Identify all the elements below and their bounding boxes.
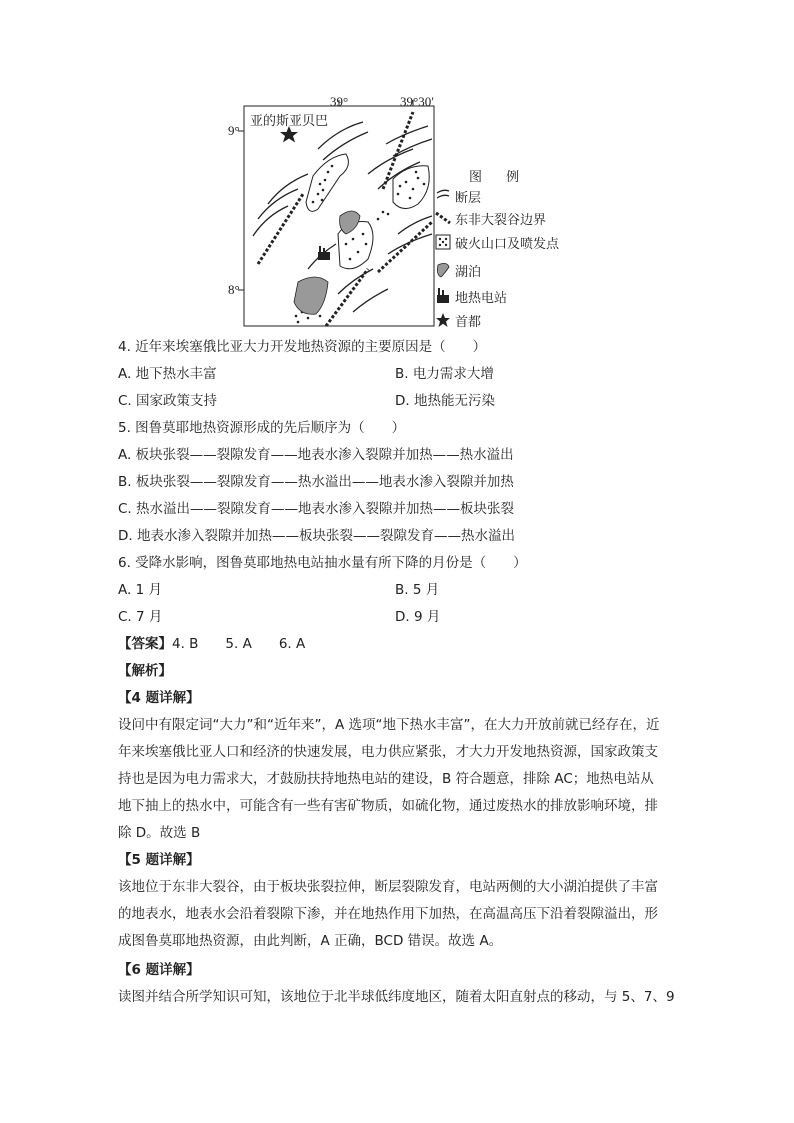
detail-5-line: 该地位于东非大裂谷，由于板块张裂拉伸，断层裂隙发育，电站两侧的大小湖泊提供了丰富 (118, 879, 658, 895)
question-6-stem: 6. 受降水影响，图鲁莫耶地热电站抽水量有所下降的月份是（ ） (118, 555, 527, 571)
question-5-option-b: B. 板块张裂——裂隙发育——热水溢出——地表水渗入裂隙并加热 (118, 474, 514, 490)
question-4-option-a: A. 地下热水丰富 (118, 366, 217, 382)
fault-icon (435, 187, 451, 205)
detail-6-line: 读图并结合所学知识可知，该地位于北半球低纬度地区，随着太阳直射点的移动，与 5、7、9 (118, 989, 675, 1005)
legend-label: 湖泊 (455, 264, 482, 280)
detail-5-line: 的地表水，地表水会沿着裂隙下渗，并在地热作用下加热，在高温高压下沿着裂隙溢出，形 (118, 906, 658, 922)
lon-label-right: 39°30′ (400, 94, 435, 109)
question-6-option-b: B. 5 月 (395, 582, 440, 598)
lake-shape (340, 211, 360, 234)
fault-line (338, 269, 373, 294)
question-6-option-a: A. 1 月 (118, 582, 162, 598)
fault-line (393, 139, 432, 156)
power-station-icon (318, 246, 330, 260)
legend-title: 图 例 (469, 170, 530, 185)
legend-item-fault (435, 186, 481, 206)
question-4-stem: 4. 近年来埃塞俄比亚大力开发地热资源的主要原因是（ ） (118, 339, 487, 355)
capital-label: 亚的斯亚贝巴 (250, 114, 329, 129)
question-5-option-a: A. 板块张裂——裂隙发育——地表水渗入裂隙并加热——热水溢出 (118, 447, 514, 463)
lat-label-top: 9° (228, 123, 240, 138)
analysis-label: 【解析】 (118, 663, 172, 679)
legend-item-volcano (435, 232, 559, 252)
rift-boundary-icon (435, 209, 451, 227)
fault-line (268, 174, 308, 204)
legend-label: 地热电站 (455, 290, 508, 306)
legend-item-rift (435, 208, 546, 228)
detail-5-body (118, 874, 694, 955)
question-4-option-d: D. 地热能无污染 (395, 393, 495, 409)
map-svg (228, 94, 448, 334)
question-4-option-b: B. 电力需求大增 (395, 366, 494, 382)
legend-label: 破火山口及喷发点 (455, 236, 560, 252)
detail-4-line: 地下抽上的热水中，可能含有一些有害矿物质，如硫化物，通过废热水的排放影响环境，排 (118, 798, 658, 814)
legend-item-lake (435, 260, 481, 280)
lake-shape (294, 277, 328, 314)
legend-item-power (435, 286, 507, 306)
fault-line (253, 206, 288, 236)
volcano-dots-icon (435, 233, 451, 251)
lake-icon (435, 261, 451, 279)
question-5-option-d: D. 地表水渗入裂隙并加热——板块张裂——裂隙发育——热水溢出 (118, 528, 515, 544)
star-icon (435, 311, 451, 329)
question-4-option-c: C. 国家政策支持 (118, 393, 218, 409)
answer-line (118, 634, 305, 654)
detail-5-heading: 【5 题详解】 (118, 852, 200, 868)
fault-line (378, 162, 420, 189)
detail-4-body (118, 712, 694, 847)
fault-line (386, 126, 428, 144)
rift-boundary-line (258, 194, 303, 264)
detail-4-line: 持也是因为电力需求大，才鼓励扶持地热电站的建设，B 符合题意，排除 AC；地热电站从 (118, 771, 654, 787)
question-5-option-c: C. 热水溢出——裂隙发育——地表水渗入裂隙并加热——板块张裂 (118, 501, 515, 517)
question-5-stem: 5. 图鲁莫耶地热资源形成的先后顺序为（ ） (118, 420, 406, 436)
power-station-icon (435, 287, 451, 305)
legend-label: 东非大裂谷边界 (455, 212, 547, 228)
detail-6-body (118, 984, 694, 1011)
answer-text: 4. B 5. A 6. A (172, 636, 306, 652)
question-6-option-c: C. 7 月 (118, 609, 163, 625)
question-6-option-d: D. 9 月 (395, 609, 441, 625)
rift-boundary-line (326, 269, 368, 326)
detail-4-line: 设问中有限定词“大力”和“近年来”，A 选项“地下热水丰富”，在大力开放前就已经存在，近 (118, 717, 660, 733)
lat-label-bottom: 8° (228, 282, 240, 297)
fault-line (323, 132, 368, 160)
answer-label: 【答案】 (118, 636, 172, 652)
detail-4-heading: 【4 题详解】 (118, 690, 200, 706)
detail-5-line: 成图鲁莫耶地热资源，由此判断，A 正确，BCD 错误。故选 A。 (118, 933, 503, 949)
lon-label-left: 39° (330, 94, 349, 109)
legend-item-capital (435, 310, 481, 330)
fault-line (353, 289, 388, 312)
detail-4-line: 除 D。故选 B (118, 825, 201, 841)
legend-label: 首都 (455, 314, 482, 330)
legend-label: 断层 (455, 190, 482, 206)
detail-4-line: 年来埃塞俄比亚人口和经济的快速发展，电力供应紧张，才大力开发地热资源，国家政策支 (118, 744, 658, 760)
volcanic-zone (393, 166, 429, 209)
detail-6-heading: 【6 题详解】 (118, 962, 200, 978)
